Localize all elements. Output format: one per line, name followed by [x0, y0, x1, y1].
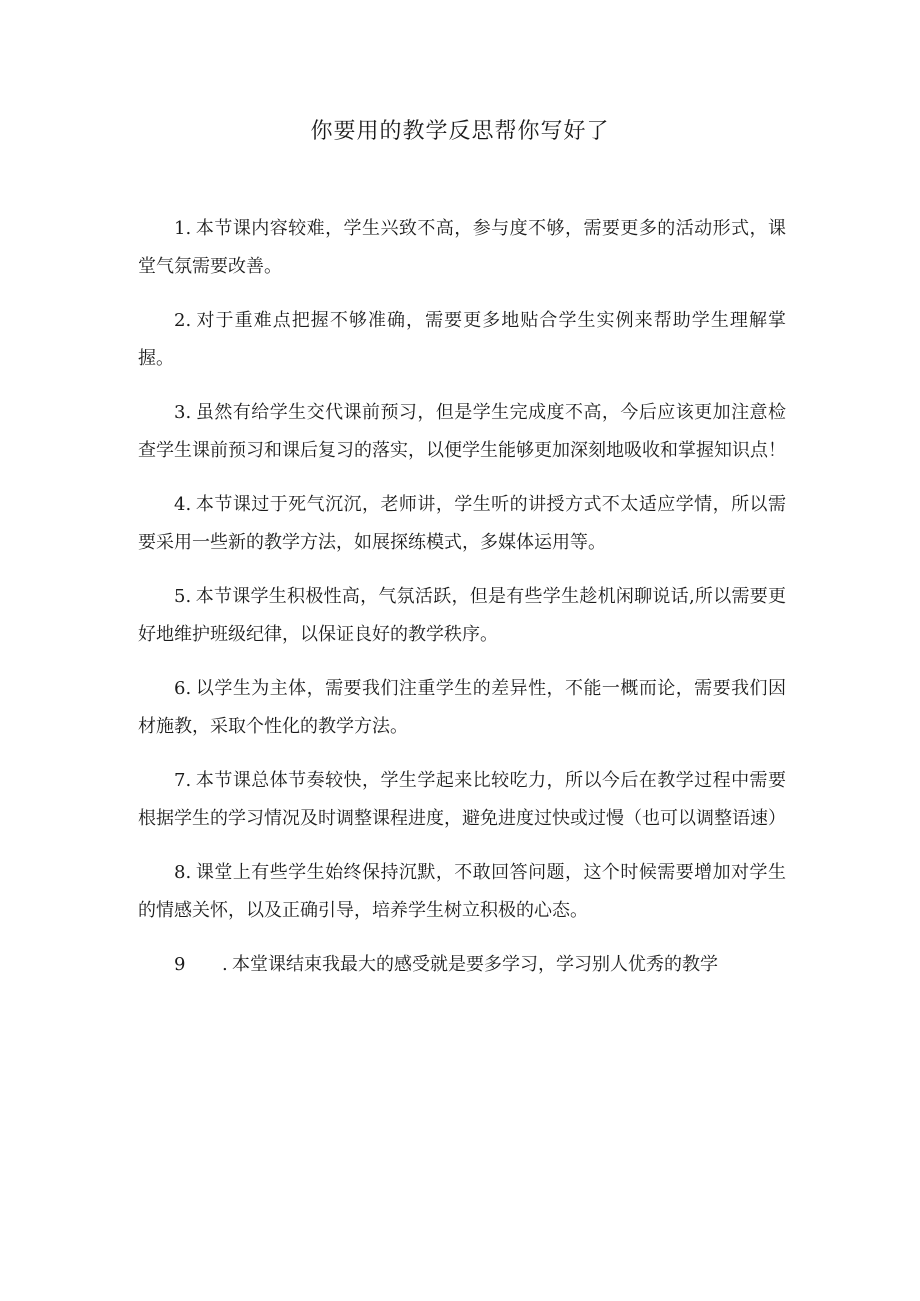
item-number: 4	[174, 494, 186, 515]
document-title: 你要用的教学反思帮你写好了	[310, 119, 610, 144]
item-number: 3	[174, 402, 186, 423]
reflection-list	[138, 210, 786, 1000]
list-item: 8. 课堂上有些学生始终保持沉默，不敢回答问题，这个时候需要增加对学生的情感关怀，以及正确引导，培养学生树立积极的心态。	[138, 854, 786, 930]
item-number: 7	[174, 770, 186, 791]
item-text: 课堂上有些学生始终保持沉默，不敢回答问题，这个时候需要增加对学生的情感关怀，以及正确引导，培养学生树立积极的心态。	[138, 862, 786, 921]
item-number: 8	[174, 862, 186, 883]
list-item: 1. 本节课内容较难，学生兴致不高，参与度不够，需要更多的活动形式，课堂气氛需要改善。	[138, 210, 786, 286]
item-number: 9	[174, 954, 186, 975]
item-text: 虽然有给学生交代课前预习，但是学生完成度不高，今后应该更加注意检查学生课前预习和课后复习的落实，以便学生能够更加深刻地吸收和掌握知识点！	[138, 402, 786, 461]
item-number: 1	[174, 218, 186, 239]
item-text: 本节课学生积极性高，气氛活跃，但是有些学生趁机闲聊说话,所以需要更好地维护班级纪律，以保证良好的教学秩序。	[138, 586, 786, 645]
item-text: 本节课内容较难，学生兴致不高，参与度不够，需要更多的活动形式，课堂气氛需要改善。	[138, 218, 786, 277]
list-item: 6. 以学生为主体，需要我们注重学生的差异性，不能一概而论，需要我们因材施教，采取个性化的教学方法。	[138, 670, 786, 746]
list-item: 2. 对于重难点把握不够准确，需要更多地贴合学生实例来帮助学生理解掌握。	[138, 302, 786, 378]
item-text: 以学生为主体，需要我们注重学生的差异性，不能一概而论，需要我们因材施教，采取个性化的教学方法。	[138, 678, 786, 737]
list-item: 9 . 本堂课结束我最大的感受就是要多学习，学习别人优秀的教学	[138, 946, 786, 984]
list-item: 3. 虽然有给学生交代课前预习，但是学生完成度不高，今后应该更加注意检查学生课前预习和课后复习的落实，以便学生能够更加深刻地吸收和掌握知识点！	[138, 394, 786, 470]
item-text: 本堂课结束我最大的感受就是要多学习，学习别人优秀的教学	[232, 954, 718, 975]
item-text: 对于重难点把握不够准确，需要更多地贴合学生实例来帮助学生理解掌握。	[138, 310, 786, 369]
item-number: 6	[174, 678, 186, 699]
list-item: 7. 本节课总体节奏较快，学生学起来比较吃力，所以今后在教学过程中需要根据学生的学习情况及时调整课程进度，避免进度过快或过慢（也可以调整语速）	[138, 762, 786, 838]
list-item: 4. 本节课过于死气沉沉，老师讲，学生听的讲授方式不太适应学情，所以需要采用一些新的教学方法，如展探练模式，多媒体运用等。	[138, 486, 786, 562]
item-number: 5	[174, 586, 186, 607]
item-text: 本节课总体节奏较快，学生学起来比较吃力，所以今后在教学过程中需要根据学生的学习情况及时调整课程进度，避免进度过快或过慢（也可以调整语速）	[138, 770, 786, 829]
item-text: 本节课过于死气沉沉，老师讲，学生听的讲授方式不太适应学情，所以需要采用一些新的教学方法，如展探练模式，多媒体运用等。	[138, 494, 786, 553]
list-item: 5. 本节课学生积极性高，气氛活跃，但是有些学生趁机闲聊说话,所以需要更好地维护班级纪律，以保证良好的教学秩序。	[138, 578, 786, 654]
item-number: 2	[174, 310, 186, 331]
